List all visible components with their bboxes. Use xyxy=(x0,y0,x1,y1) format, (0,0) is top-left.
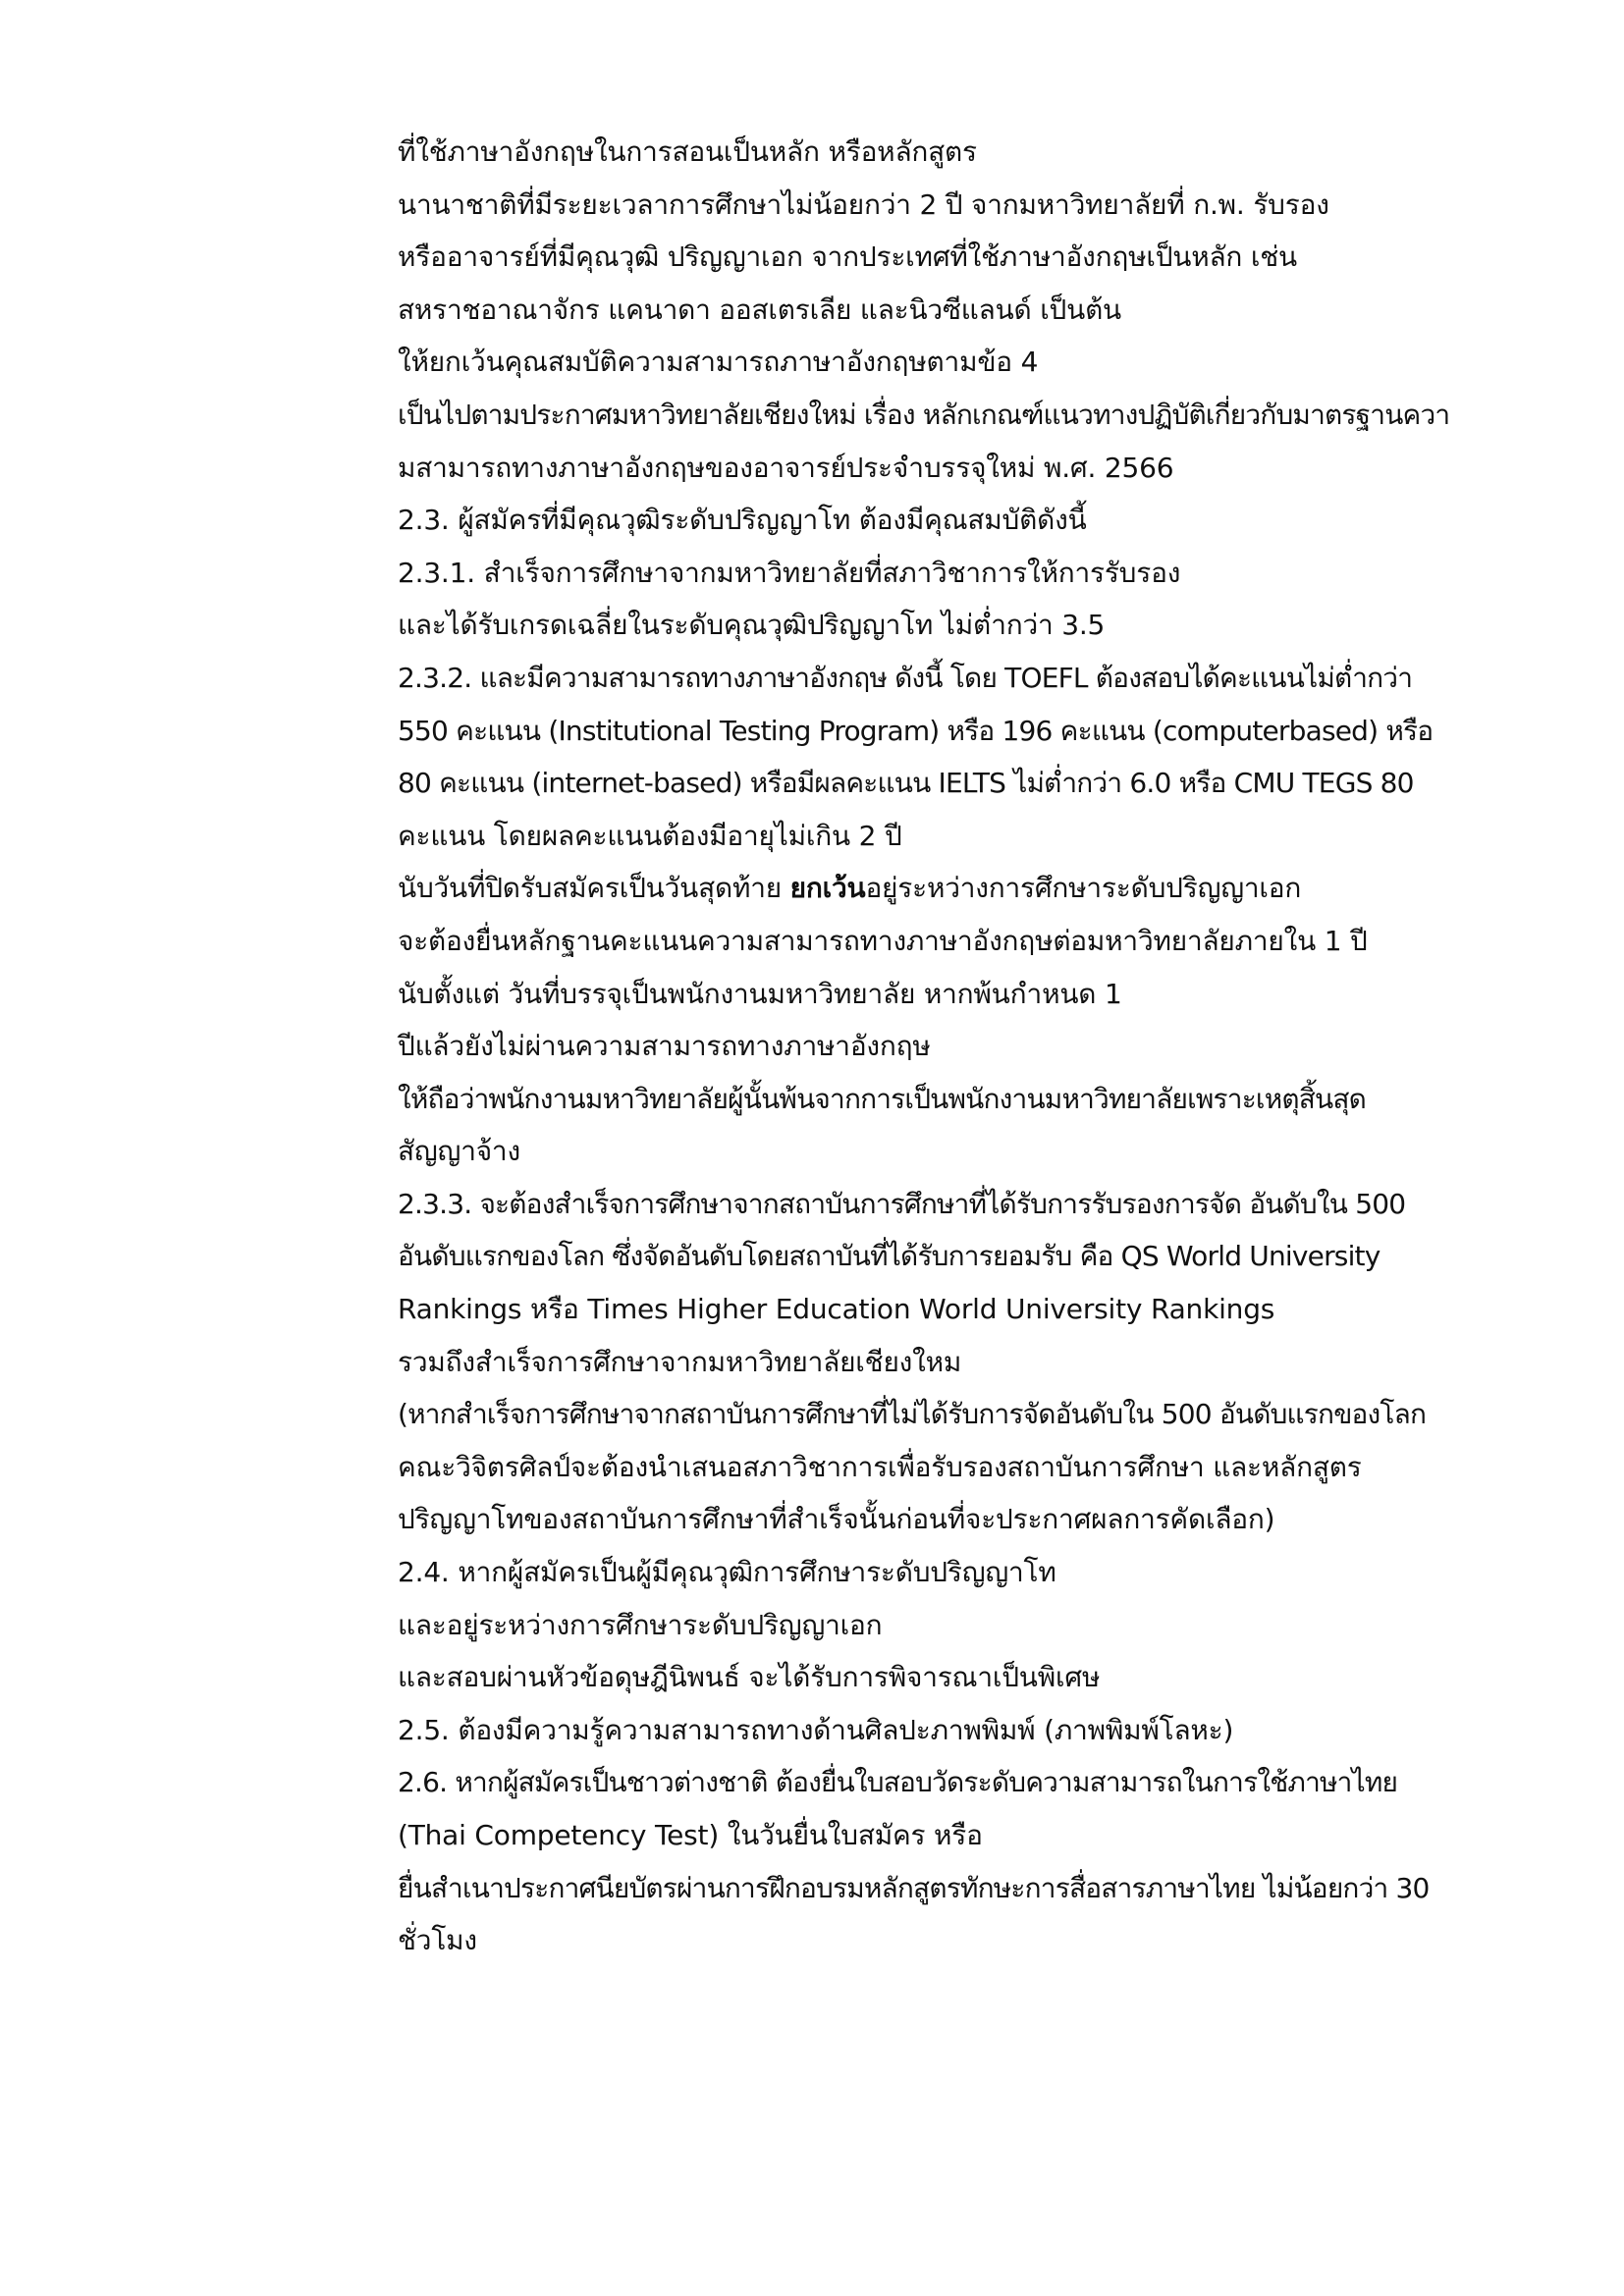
section-2-3-heading: 2.3. ผู้สมัครที่มีคุณวุฒิระดับปริญญาโท ต้องมีคุณสมบัติดังนี้ xyxy=(398,504,1087,537)
text-line: สัญญาจ้าง xyxy=(398,1135,520,1168)
text-line: เป็นไปตามประกาศมหาวิทยาลัยเชียงใหม่ เรื่อง หลักเกณฑ์แนวทางปฏิบัติเกี่ยวกับมาตรฐานควา xyxy=(398,398,1450,431)
section-2-3-2: 2.3.2. และมีความสามารถทางภาษาอังกฤษ ดังนี้ โดย TOEFL ต้องสอบได้คะแนนไม่ต่ำกว่า xyxy=(398,661,1413,694)
text-line: นับตั้งแต่ วันที่บรรจุเป็นพนักงานมหาวิทยาลัย หากพ้นกำหนด 1 xyxy=(398,977,1122,1010)
text-line: ปริญญาโทของสถาบันการศึกษาที่สำเร็จนั้นก่อนที่จะประกาศผลการคัดเลือก) xyxy=(398,1503,1275,1536)
section-2-5: 2.5. ต้องมีความรู้ความสามารถทางด้านศิลปะภาพพิมพ์ (ภาพพิมพ์โลหะ) xyxy=(398,1713,1234,1746)
text-line: รวมถึงสำเร็จการศึกษาจากมหาวิทยาลัยเชียงใหม xyxy=(398,1345,962,1378)
text-line: 80 คะแนน (internet-based) หรือมีผลคะแนน IELTS ไม่ต่ำกว่า 6.0 หรือ CMU TEGS 80 xyxy=(398,767,1414,800)
text-line: และสอบผ่านหัวข้อดุษฎีนิพนธ์ จะได้รับการพิจารณาเป็นพิเศษ xyxy=(398,1661,1101,1694)
text-line: ยื่นสำเนาประกาศนียบัตรผ่านการฝึกอบรมหลักสูตรทักษะการสื่อสารภาษาไทย ไม่น้อยกว่า 30 xyxy=(398,1871,1430,1904)
text-line: ที่ใช้ภาษาอังกฤษในการสอนเป็นหลัก หรือหลักสูตร xyxy=(398,135,977,168)
text-line: คณะวิจิตรศิลป์จะต้องนำเสนอสภาวิชาการเพื่อรับรองสถาบันการศึกษา และหลักสูตร xyxy=(398,1450,1362,1483)
text-line: มสามารถทางภาษาอังกฤษของอาจารย์ประจำบรรจุใหม่ พ.ศ. 2566 xyxy=(398,451,1174,484)
section-2-4: 2.4. หากผู้สมัครเป็นผู้มีคุณวุฒิการศึกษาระดับปริญญาโท xyxy=(398,1556,1056,1589)
text-line: จะต้องยื่นหลักฐานคะแนนความสามารถทางภาษาอังกฤษต่อมหาวิทยาลัยภายใน 1 ปี xyxy=(398,924,1368,957)
text-line: หรืออาจารย์ที่มีคุณวุฒิ ปริญญาเอก จากประเทศที่ใช้ภาษาอังกฤษเป็นหลัก เช่น xyxy=(398,240,1297,274)
text-line: Rankings หรือ Times Higher Education World University Rankings xyxy=(398,1293,1275,1326)
text-line: ปีแล้วยังไม่ผ่านความสามารถทางภาษาอังกฤษ xyxy=(398,1030,931,1063)
text-line: 550 คะแนน (Institutional Testing Program) หรือ 196 คะแนน (computerbased) หรือ xyxy=(398,714,1434,747)
text-segment: นับวันที่ปิดรับสมัครเป็นวันสุดท้าย xyxy=(398,872,790,905)
text-line: และได้รับเกรดเฉลี่ยในระดับคุณวุฒิปริญญาโท ไม่ต่ำกว่า 3.5 xyxy=(398,609,1106,642)
text-line: อันดับแรกของโลก ซึ่งจัดอันดับโดยสถาบันที่ได้รับการยอมรับ คือ QS World University xyxy=(398,1240,1380,1273)
text-line-with-emphasis xyxy=(398,862,1497,915)
section-2-3-3: 2.3.3. จะต้องสำเร็จการศึกษาจากสถาบันการศึกษาที่ได้รับการรับรองการจัด อันดับใน 500 xyxy=(398,1187,1406,1220)
text-line: ชั่วโมง xyxy=(398,1924,477,1957)
emphasis-except: ยกเว้น xyxy=(789,872,866,905)
document-body xyxy=(398,126,1497,1967)
text-line: ให้ยกเว้นคุณสมบัติความสามารถภาษาอังกฤษตามข้อ 4 xyxy=(398,346,1039,379)
text-line: ให้ถือว่าพนักงานมหาวิทยาลัยผู้นั้นพ้นจากการเป็นพนักงานมหาวิทยาลัยเพราะเหตุสิ้นสุด xyxy=(398,1082,1367,1115)
text-line: (หากสำเร็จการศึกษาจากสถาบันการศึกษาที่ไม่ได้รับการจัดอันดับใน 500 อันดับแรกของโลก xyxy=(398,1398,1427,1431)
text-line: (Thai Competency Test) ในวันยื่นใบสมัคร หรือ xyxy=(398,1819,983,1851)
text-line: และอยู่ระหว่างการศึกษาระดับปริญญาเอก xyxy=(398,1608,883,1641)
text-segment: อยู่ระหว่างการศึกษาระดับปริญญาเอก xyxy=(865,872,1302,905)
text-line: คะแนน โดยผลคะแนนต้องมีอายุไม่เกิน 2 ปี xyxy=(398,819,902,852)
section-2-6: 2.6. หากผู้สมัครเป็นชาวต่างชาติ ต้องยื่นใบสอบวัดระดับความสามารถในการใช้ภาษาไทย xyxy=(398,1766,1398,1799)
section-2-3-1: 2.3.1. สำเร็จการศึกษาจากมหาวิทยาลัยที่สภาวิชาการให้การรับรอง xyxy=(398,556,1181,589)
text-line: สหราชอาณาจักร แคนาดา ออสเตรเลีย และนิวซีแลนด์ เป็นต้น xyxy=(398,293,1121,326)
text-line: นานาชาติที่มีระยะเวลาการศึกษาไม่น้อยกว่า 2 ปี จากมหาวิทยาลัยที่ ก.พ. รับรอง xyxy=(398,187,1329,221)
